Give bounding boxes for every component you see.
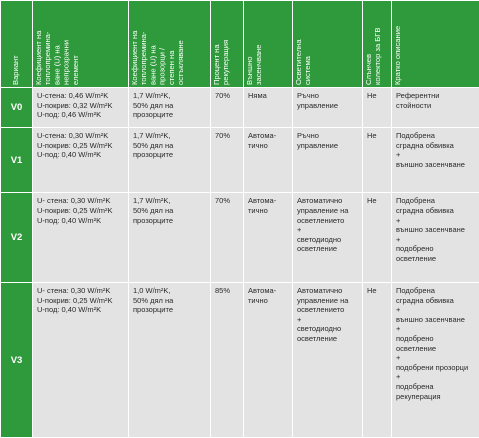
description-line: стойности (396, 100, 432, 110)
description-line: + (396, 234, 401, 244)
table-row (1, 128, 479, 193)
lighting-cell: Ръчно управление (293, 128, 363, 193)
header-lighting: Осветителна система (293, 1, 363, 88)
description-line: + (396, 353, 401, 363)
table-row (1, 193, 479, 283)
u-opaque-cell: U- стена: 0,30 W/m²K U-покрив: 0,25 W/m²K U-под: 0,40 W/m²K (33, 193, 129, 283)
solar-cell: Не (363, 283, 392, 438)
variant-label: V1 (1, 128, 33, 193)
lighting-cell: Автоматично управление на осветлението + светодиодно осветление (293, 193, 363, 283)
variant-label: V0 (1, 88, 33, 128)
u-opaque-cell: U-стена: 0,30 W/m²K U-покрив: 0,25 W/m²K U-под: 0,40 W/m²K (33, 128, 129, 193)
description-line: подобрени прозорци (396, 362, 469, 372)
description-line: сградна обвивка (396, 295, 454, 305)
description-line: осветление (396, 253, 437, 263)
description-line: външно засенчване (396, 225, 465, 235)
header-row (1, 1, 479, 88)
header-description: Кратко описание (392, 1, 479, 88)
recovery-cell: 70% (211, 193, 244, 283)
description-line: външно засенчване (396, 159, 465, 169)
description-cell (392, 88, 479, 128)
description-line: подобрено (396, 244, 434, 254)
description-line: + (396, 324, 401, 334)
u-window-cell: 1,7 W/m²K, 50% дял на прозорците (129, 193, 211, 283)
shading-cell: Няма (244, 88, 293, 128)
header-recovery: Процент на рекуперация (211, 1, 244, 88)
solar-cell: Не (363, 193, 392, 283)
lighting-cell: Автоматично управление на осветлението + светодиодно осветление (293, 283, 363, 438)
u-opaque-cell: U- стена: 0,30 W/m²K U-покрив: 0,25 W/m²K U-под: 0,40 W/m²K (33, 283, 129, 438)
shading-cell: Автома- тично (244, 128, 293, 193)
description-line: външно засенчване (396, 314, 465, 324)
lighting-cell: Ръчно управление (293, 88, 363, 128)
u-window-cell: 1,7 W/m²K, 50% дял на прозорците (129, 128, 211, 193)
description-cell (392, 193, 479, 283)
description-line: Референтни (396, 91, 440, 100)
description-line: подобрено (396, 333, 434, 343)
header-variant: Вариант (1, 1, 33, 88)
description-line: Подобрена (396, 196, 435, 206)
header-u-window: Коефициент на топлопремина- ване (U) на прозорци / степен на остъкляване (129, 1, 211, 88)
solar-cell: Не (363, 88, 392, 128)
description-line: рекуперация (396, 391, 441, 401)
description-line: сградна обвивка (396, 206, 454, 215)
description-line: сградна обвивка (396, 140, 454, 150)
table-row (1, 88, 479, 128)
shading-cell: Автома- тично (244, 193, 293, 283)
header-u-opaque: Коефициент на топлопремина- ване (U) на непрозрачни елемент (33, 1, 129, 88)
description-line: + (396, 150, 401, 160)
recovery-cell: 85% (211, 283, 244, 438)
recovery-cell: 70% (211, 88, 244, 128)
description-line: + (396, 215, 401, 225)
variant-label: V2 (1, 193, 33, 283)
description-line: осветление (396, 343, 437, 353)
u-window-cell: 1,0 W/m²K, 50% дял на прозорците (129, 283, 211, 438)
solar-cell: Не (363, 128, 392, 193)
description-cell (392, 283, 479, 438)
description-line: + (396, 372, 401, 382)
table-row (1, 283, 479, 438)
shading-cell: Автома- тично (244, 283, 293, 438)
description-line: Подобрена (396, 286, 435, 295)
description-line: подобрена (396, 381, 434, 391)
u-opaque-cell: U-стена: 0,46 W/m²K U-покрив: 0,32 W/m²K U-под: 0,46 W/m²K (33, 88, 129, 128)
description-line: + (396, 305, 401, 315)
description-line: Подобрена (396, 131, 435, 141)
variant-label: V3 (1, 283, 33, 438)
description-cell (392, 128, 479, 193)
u-window-cell: 1,7 W/m²K, 50% дял на прозорците (129, 88, 211, 128)
recovery-cell: 70% (211, 128, 244, 193)
header-solar: Слънчев колектор за БГВ (363, 1, 392, 88)
header-shading: Външно засенчване (244, 1, 293, 88)
